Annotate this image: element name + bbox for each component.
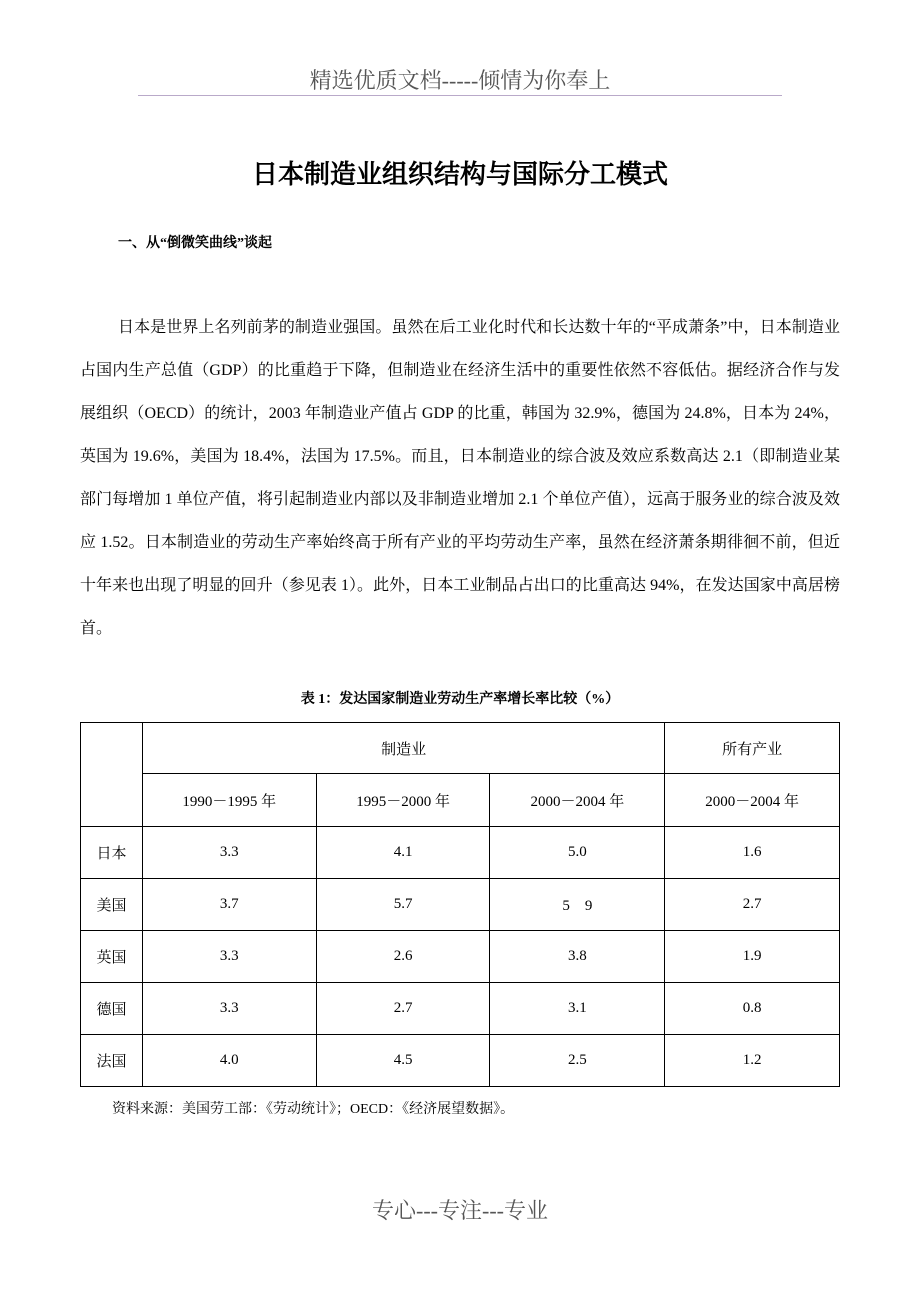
group-header-manufacturing: 制造业	[142, 723, 664, 774]
value-cell: 2.7	[316, 983, 490, 1035]
value-cell: 4.1	[316, 827, 490, 879]
table-row	[81, 879, 840, 931]
document-title: 日本制造业组织结构与国际分工模式	[251, 160, 668, 189]
country-cell: 德国	[81, 983, 143, 1035]
table-row	[81, 827, 840, 879]
value-cell: 1.9	[665, 931, 840, 983]
value-cell: 0.8	[665, 983, 840, 1035]
period-header: 1995－2000 年	[316, 774, 490, 827]
country-cell: 日本	[81, 827, 143, 879]
value-cell: 4.5	[316, 1035, 490, 1087]
country-cell: 英国	[81, 931, 143, 983]
value-cell: 2.7	[665, 879, 840, 931]
section-heading: 一、从“倒微笑曲线”谈起	[118, 236, 272, 251]
value-cell: 3.3	[142, 983, 316, 1035]
table-row	[81, 983, 840, 1035]
value-cell: 4.0	[142, 1035, 316, 1087]
value-cell: 3.8	[490, 931, 665, 983]
table-row	[81, 1035, 840, 1087]
value-cell: 5.7	[316, 879, 490, 931]
value-cell: 3.3	[142, 931, 316, 983]
country-cell: 美国	[81, 879, 143, 931]
value-cell: 5.0	[490, 827, 665, 879]
value-cell: 2.5	[490, 1035, 665, 1087]
period-header: 2000－2004 年	[665, 774, 840, 827]
table-source-note: 资料来源：美国劳工部：《劳动统计》；OECD：《经济展望数据》。	[112, 1102, 515, 1117]
value-cell: 3.7	[142, 879, 316, 931]
page-header: 精选优质文档-----倾情为你奉上	[309, 68, 611, 93]
body-paragraph: 日本是世界上名列前茅的制造业强国。虽然在后工业化时代和长达数十年的“平成萧条”中，日本制造业占国内生产总值（GDP）的比重趋于下降，但制造业在经济生活中的重要性依然不容低估。据经济合作与发展组织（OECD）的统计，2003 年制造业产值占 GDP 的比重，韩国为 32.9%，德国为 24.8%，日本为 24%，英国为 19.6%，美国为 18.4%，法国为 17.5%。而且，日本制造业的综合波及效应系数高达 2.1（即制造业某部门每增加 1 单位产值，将引起制造业内部以及非制造业增加 2.1 个单位产值），远高于服务业的综合波及效应 1.52。日本制造业的劳动生产率始终高于所有产业的平均劳动生产率，虽然在经济萧条期徘徊不前，但近十年来也出现了明显的回升（参见表 1）。此外，日本工业制品占出口的比重高达 94%，在发达国家中高居榜首。	[80, 319, 840, 637]
header-divider	[138, 95, 782, 96]
period-header: 2000－2004 年	[490, 774, 665, 827]
corner-cell	[81, 723, 143, 827]
value-cell: 1.2	[665, 1035, 840, 1087]
value-cell: 2.6	[316, 931, 490, 983]
page-footer: 专心---专注---专业	[372, 1198, 548, 1223]
value-cell: 3.3	[142, 827, 316, 879]
period-header: 1990－1995 年	[142, 774, 316, 827]
value-cell: 3.1	[490, 983, 665, 1035]
value-cell: 1.6	[665, 827, 840, 879]
group-header-all-industries: 所有产业	[665, 723, 840, 774]
table-row	[81, 931, 840, 983]
country-cell: 法国	[81, 1035, 143, 1087]
productivity-table	[80, 722, 840, 1087]
value-cell: 5 9	[490, 879, 665, 931]
table-caption: 表 1：发达国家制造业劳动生产率增长率比较（%）	[300, 692, 620, 707]
